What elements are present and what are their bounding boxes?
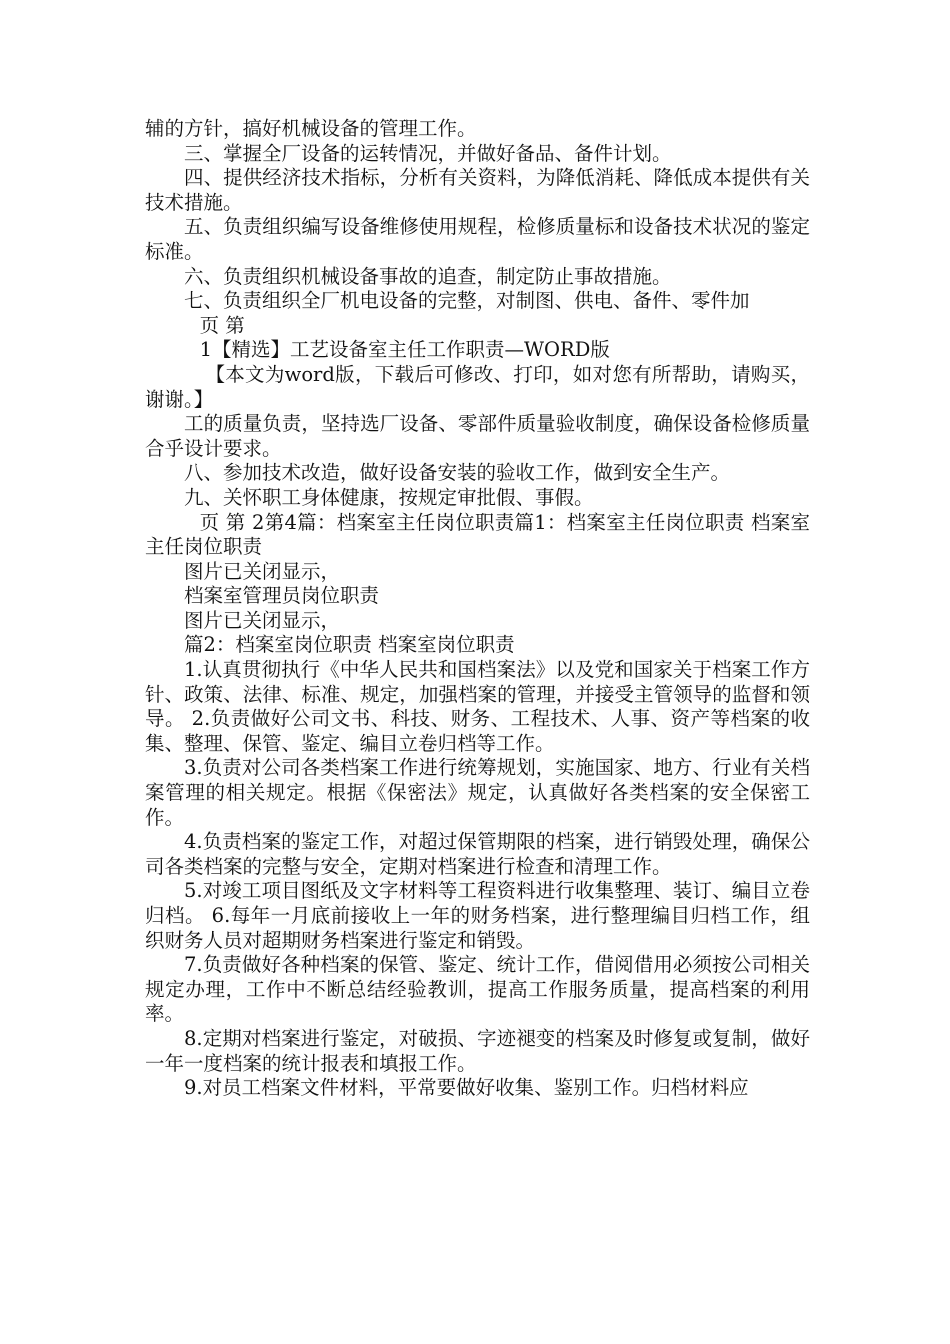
subheading: 篇2：档案室岗位职责 档案室岗位职责 (184, 633, 515, 657)
paragraph: 九、关怀职工身体健康，按规定审批假、事假。 (184, 485, 594, 509)
page-footer-text: 页 第 (199, 313, 245, 337)
paragraph: 3.负责对公司各类档案工作进行统筹规划，实施国家、地方、行业有关档案管理的相关规定。根据《保密法》规定，认真做好各类档案的安全保密工作。 (145, 756, 810, 829)
document-body (145, 117, 810, 1101)
document-title: 1【精选】工艺设备室主任工作职责—WORD版 (199, 338, 610, 362)
paragraph: 9.对员工档案文件材料，平常要做好收集、鉴别工作。归档材料应 (184, 1076, 749, 1100)
paragraph: 五、负责组织编写设备维修使用规程，检修质量标和设备技术状况的鉴定标准。 (145, 215, 810, 263)
paragraph: 八、参加技术改造，做好设备安装的验收工作，做到安全生产。 (184, 461, 731, 485)
image-placeholder-text: 图片已关闭显示， (184, 559, 341, 583)
paragraph: 六、负责组织机械设备事故的追查，制定防止事故措施。 (184, 264, 672, 288)
paragraph: 5.对竣工项目图纸及文字材料等工程资料进行收集整理、装订、编目立卷归档。 6.每年一月底前接收上一年的财务档案，进行整理编目归档工作，组织财务人员对超期财务档案进行鉴定和销毁。 (145, 879, 810, 952)
paragraph: 七、负责组织全厂机电设备的完整，对制图、供电、备件、零件加 (184, 289, 750, 313)
paragraph: 8.定期对档案进行鉴定，对破损、字迹褪变的档案及时修复或复制，做好一年一度档案的统计报表和填报工作。 (145, 1026, 810, 1075)
paragraph: 三、掌握全厂设备的运转情况，并做好备品、备件计划。 (184, 141, 672, 165)
paragraph: 4.负责档案的鉴定工作，对超过保管期限的档案，进行销毁处理，确保公司各类档案的完整与安全，定期对档案进行检查和清理工作。 (145, 830, 810, 878)
subheading: 档案室管理员岗位职责 (184, 584, 380, 608)
section-heading: 页 第 2第4篇：档案室主任岗位职责篇1：档案室主任岗位职责 档案室主任岗位职责 (145, 510, 810, 559)
download-notice: 【本文为word版，下载后可修改、打印，如对您有所帮助，请购买，谢谢。】 (145, 362, 810, 411)
image-placeholder-text: 图片已关闭显示， (184, 608, 341, 632)
paragraph: 四、提供经济技术指标，分析有关资料，为降低消耗、降低成本提供有关技术措施。 (145, 166, 810, 214)
paragraph: 工的质量负责，坚持选厂设备、零部件质量验收制度，确保设备检修质量合乎设计要求。 (145, 412, 810, 460)
paragraph: 1.认真贯彻执行《中华人民共和国档案法》以及党和国家关于档案工作方针、政策、法律、标准、规定，加强档案的管理，并接受主管领导的监督和领导。 2.负责做好公司文书、科技、财务、工程技术、人事、资产等档案的收集、整理、保管、鉴定、编目立卷归档等工作。 (145, 658, 810, 755)
paragraph: 辅的方针，搞好机械设备的管理工作。 (145, 117, 477, 140)
paragraph: 7.负责做好各种档案的保管、鉴定、统计工作，借阅借用必须按公司相关规定办理，工作中不断总结经验教训，提高工作服务质量，提高档案的利用率。 (145, 953, 810, 1026)
